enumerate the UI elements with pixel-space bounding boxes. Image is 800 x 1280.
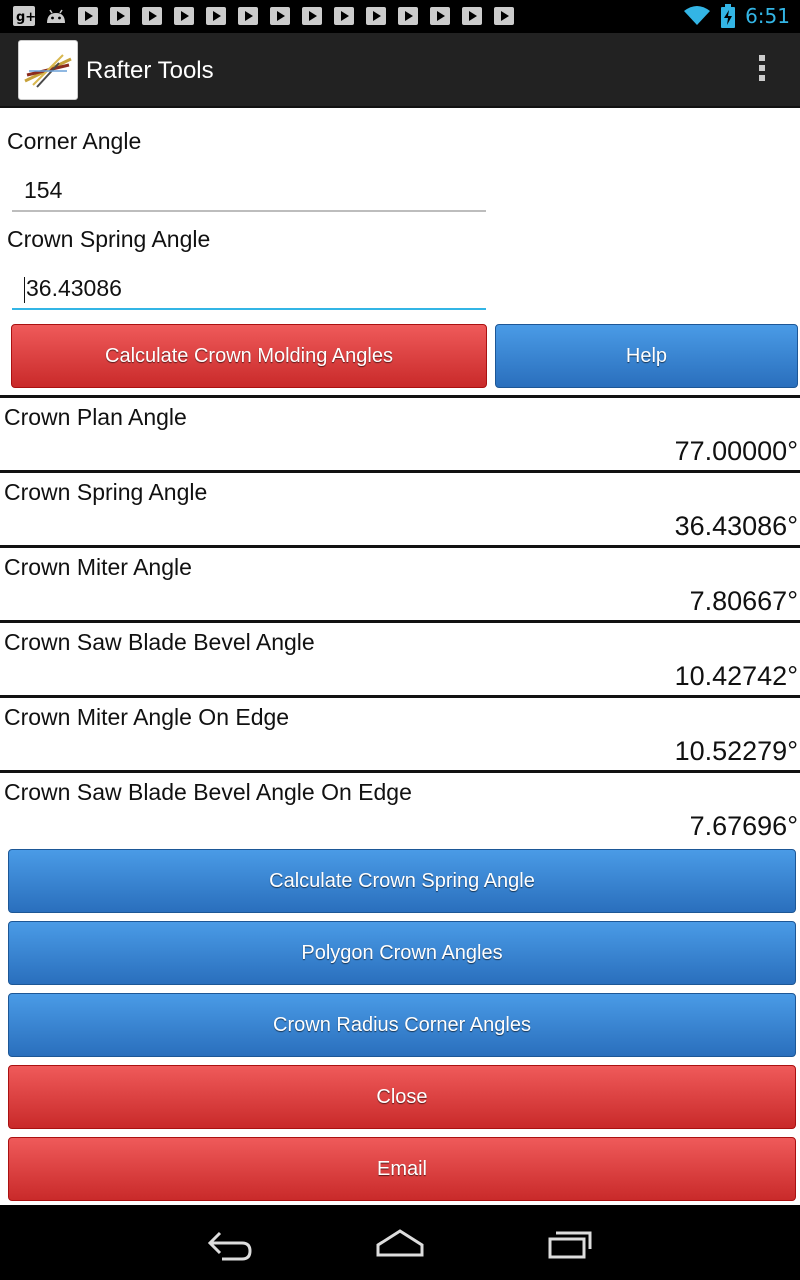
result-label: Crown Saw Blade Bevel Angle bbox=[4, 629, 315, 655]
result-row bbox=[0, 395, 800, 470]
result-row bbox=[0, 695, 800, 770]
play-icon bbox=[428, 5, 452, 27]
result-value: 77.00000° bbox=[674, 436, 798, 466]
result-row bbox=[0, 545, 800, 620]
calculate-molding-label: Calculate Crown Molding Angles bbox=[105, 344, 393, 367]
spring-angle-input[interactable] bbox=[12, 268, 486, 310]
result-row bbox=[0, 620, 800, 695]
play-icon bbox=[76, 5, 100, 27]
rafter-logo-icon bbox=[19, 41, 77, 99]
corner-angle-label: Corner Angle bbox=[7, 128, 142, 154]
polygon-crown-button[interactable] bbox=[8, 921, 796, 985]
result-row bbox=[0, 470, 800, 545]
email-button[interactable] bbox=[8, 1137, 796, 1201]
result-value: 36.43086° bbox=[674, 511, 798, 541]
result-label: Crown Spring Angle bbox=[4, 479, 208, 505]
recent-apps-icon[interactable] bbox=[540, 1223, 600, 1263]
corner-angle-input[interactable] bbox=[12, 170, 486, 212]
radius-corner-button[interactable] bbox=[8, 993, 796, 1057]
navigation-bar bbox=[0, 1205, 800, 1280]
back-icon[interactable] bbox=[200, 1223, 260, 1263]
play-icon bbox=[140, 5, 164, 27]
result-row bbox=[0, 770, 800, 845]
result-value: 7.67696° bbox=[689, 811, 798, 841]
result-value: 10.42742° bbox=[674, 661, 798, 691]
play-icon bbox=[332, 5, 356, 27]
result-label: Crown Miter Angle bbox=[4, 554, 192, 580]
result-value: 7.80667° bbox=[689, 586, 798, 616]
result-label: Crown Miter Angle On Edge bbox=[4, 704, 290, 730]
play-icon bbox=[108, 5, 132, 27]
close-label: Close bbox=[376, 1085, 428, 1108]
play-icon bbox=[172, 5, 196, 27]
polygon-crown-label: Polygon Crown Angles bbox=[301, 941, 503, 964]
app-title: Rafter Tools bbox=[86, 57, 214, 84]
result-label: Crown Saw Blade Bevel Angle On Edge bbox=[4, 779, 412, 805]
play-icon bbox=[268, 5, 292, 27]
overflow-menu-icon[interactable] bbox=[750, 55, 774, 87]
calculate-spring-label: Calculate Crown Spring Angle bbox=[269, 869, 535, 892]
email-label: Email bbox=[376, 1157, 427, 1180]
play-icon bbox=[492, 5, 516, 27]
svg-text:g+: g+ bbox=[16, 10, 36, 25]
play-icon bbox=[204, 5, 228, 27]
wifi-icon bbox=[683, 5, 711, 27]
play-icon bbox=[396, 5, 420, 27]
calculate-spring-button[interactable] bbox=[8, 849, 796, 913]
help-label: Help bbox=[625, 344, 668, 367]
corner-angle-value: 154 bbox=[24, 177, 63, 203]
help-button[interactable] bbox=[495, 324, 798, 388]
text-cursor bbox=[24, 277, 25, 303]
result-label: Crown Plan Angle bbox=[4, 404, 187, 430]
spring-angle-value: 36.43086 bbox=[26, 275, 122, 301]
close-button[interactable] bbox=[8, 1065, 796, 1129]
result-value: 10.52279° bbox=[674, 736, 798, 766]
play-icon bbox=[460, 5, 484, 27]
spring-angle-label: Crown Spring Angle bbox=[7, 226, 211, 252]
home-icon[interactable] bbox=[370, 1223, 430, 1263]
calculate-molding-button[interactable] bbox=[11, 324, 487, 388]
google-plus-icon bbox=[12, 5, 36, 27]
app-logo[interactable] bbox=[18, 40, 78, 100]
play-icon bbox=[364, 5, 388, 27]
clock: 6:51 bbox=[745, 4, 790, 28]
status-indicators bbox=[683, 4, 790, 28]
action-bar bbox=[0, 33, 800, 108]
play-icon bbox=[236, 5, 260, 27]
android-icon bbox=[44, 5, 68, 27]
play-icon bbox=[300, 5, 324, 27]
notification-icons bbox=[12, 5, 516, 27]
radius-corner-label: Crown Radius Corner Angles bbox=[273, 1013, 531, 1036]
status-bar bbox=[0, 0, 800, 33]
battery-charging-icon bbox=[721, 4, 735, 28]
